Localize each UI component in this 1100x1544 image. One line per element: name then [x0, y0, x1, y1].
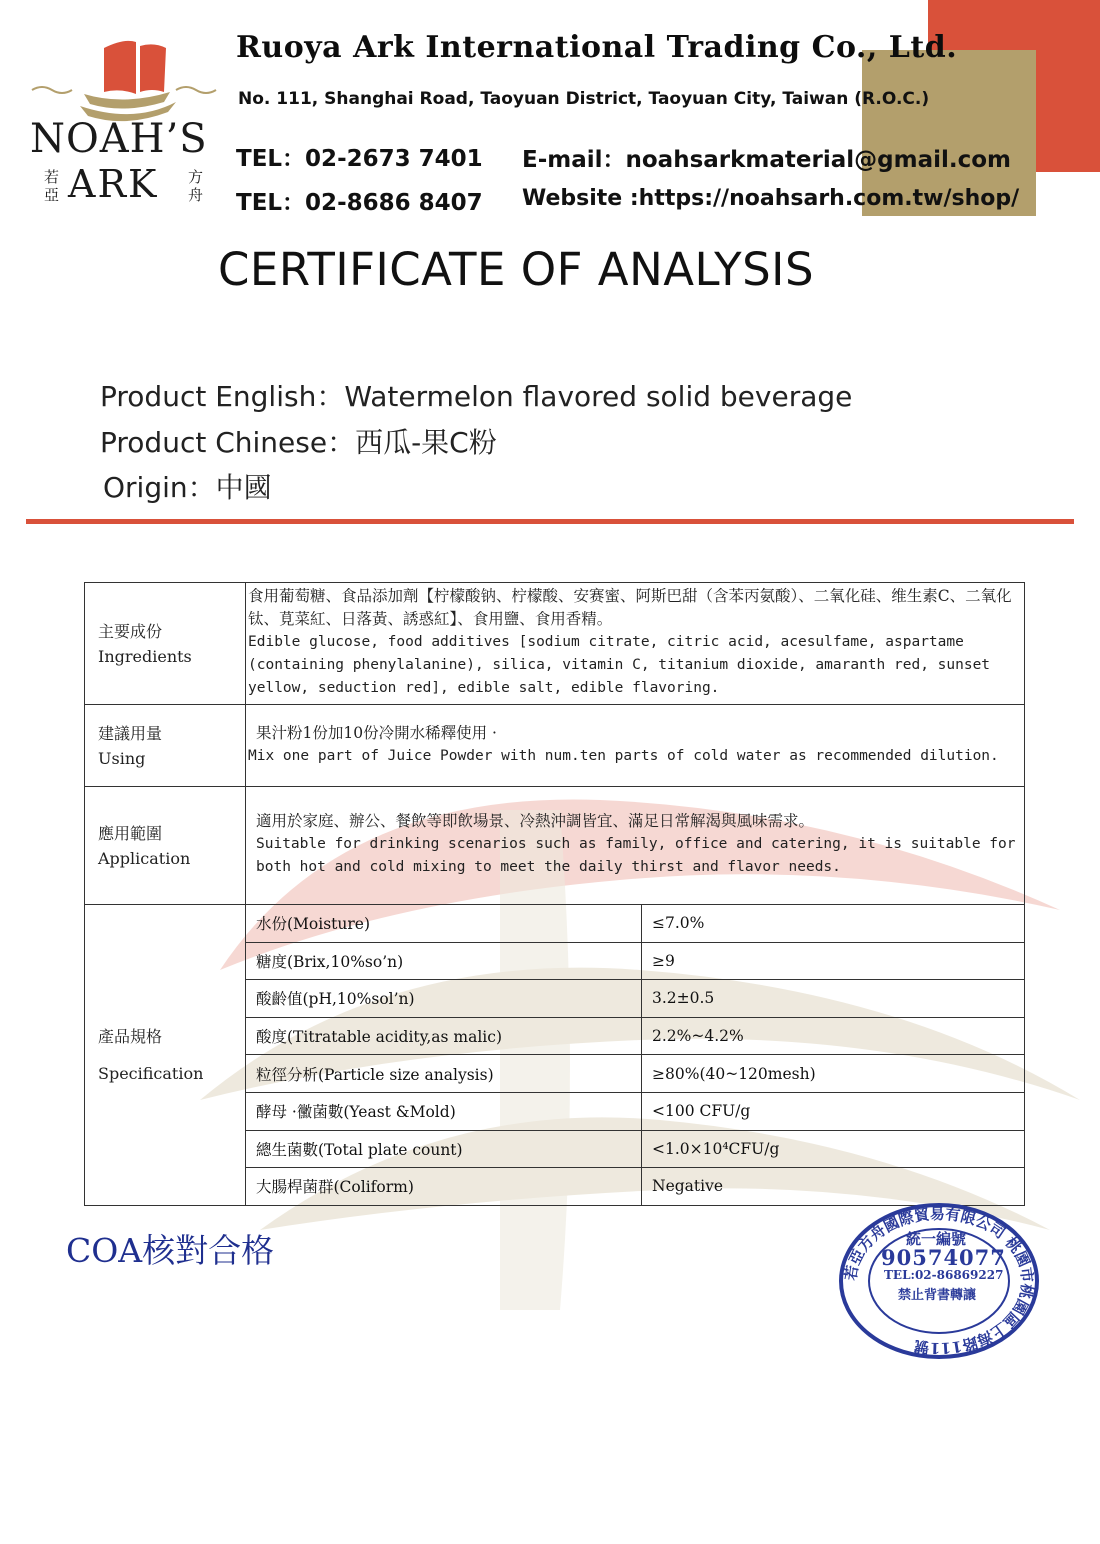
logo-cn-right: 方舟	[188, 168, 204, 204]
logo-cn-left: 若亞	[44, 168, 60, 204]
application-text-en: Suitable for drinking scenarios such as family, office and catering, it is suitable for both hot and cold mixing to meet the daily thirst and flavor needs.	[256, 836, 1016, 875]
spec-row	[85, 905, 1025, 943]
spec-value: <1.0×10⁴CFU/g	[642, 1130, 1025, 1168]
using-label-cn: 建議用量	[98, 723, 163, 743]
ingredients-text-en: Edible glucose, food additives [sodium citrate, citric acid, acesulfame, aspartame (containing phenylalanine), silica, vitamin C, titanium dioxide, amaranth red, sunset yellow, seduction red], edible salt, edible flavoring.	[248, 634, 991, 696]
application-row	[85, 787, 1025, 905]
specification-label	[85, 905, 246, 1206]
using-label	[85, 705, 246, 787]
spec-value: ≥9	[642, 942, 1025, 980]
application-label-cn: 應用範圍	[98, 823, 163, 843]
product-origin: Origin：中國	[103, 471, 272, 504]
website-url: Website :https://noahsarh.com.tw/shop/	[522, 186, 1020, 211]
application-content	[246, 787, 1025, 905]
spec-name: 酵母 ·黴菌數(Yeast &Mold)	[246, 1092, 642, 1130]
ingredients-label-cn: 主要成份	[98, 621, 163, 641]
spec-name: 總生菌數(Total plate count)	[246, 1130, 642, 1168]
using-content	[246, 705, 1025, 787]
document-title: CERTIFICATE OF ANALYSIS	[218, 243, 815, 296]
spec-value: Negative	[642, 1168, 1025, 1206]
seal-line-2: 90574077	[881, 1245, 1006, 1270]
header-divider	[26, 519, 1074, 524]
using-text-cn: 果汁粉1份加10份冷開水稀釋使用 ·	[256, 723, 497, 742]
application-text-cn: 適用於家庭、辦公、餐飲等即飲場景、冷熱沖調皆宜、滿足日常解渴與風味需求。	[256, 812, 815, 830]
spec-name: 酸度(Titratable acidity,as malic)	[246, 1017, 642, 1055]
product-english-name: Product English：Watermelon flavored solid beverage	[100, 380, 853, 413]
telephone-1: TEL：02-2673 7401	[236, 146, 483, 172]
application-label-en: Application	[98, 848, 191, 868]
ingredients-label-en: Ingredients	[98, 646, 192, 666]
logo-name-bottom: ARK	[68, 162, 159, 206]
spec-name: 大腸桿菌群(Coliform)	[246, 1168, 642, 1206]
analysis-table	[84, 582, 1025, 1206]
company-address: No. 111, Shanghai Road, Taoyuan District, Taoyuan City, Taiwan (R.O.C.)	[238, 89, 930, 109]
using-text-en: Mix one part of Juice Powder with num.ten parts of cold water as recommended dilution.	[248, 747, 999, 764]
logo-name-top: NOAH’S	[30, 116, 208, 162]
approval-note: COA核對合格	[66, 1231, 275, 1270]
using-label-en: Using	[98, 748, 146, 768]
ingredients-row	[85, 583, 1025, 705]
product-chinese-name: Product Chinese：西瓜-果C粉	[100, 426, 497, 459]
telephone-2: TEL：02-8686 8407	[236, 190, 483, 216]
seal-line-3: TEL:02-86869227	[884, 1268, 1004, 1282]
using-row	[85, 705, 1025, 787]
application-label	[85, 787, 246, 905]
specification-label-cn: 產品規格	[98, 1026, 163, 1046]
company-name: Ruoya Ark International Trading Co., Ltd.	[236, 30, 958, 65]
ingredients-label	[85, 583, 246, 705]
ingredients-text-cn: 食用葡萄糖、食品添加劑【柠檬酸钠、柠檬酸、安赛蜜、阿斯巴甜（含苯丙氨酸）、二氧化硅、维生素C、二氧化钛、莧菜紅、日落黃、誘惑紅】、食用鹽、食用香精。	[248, 587, 1012, 628]
seal-line-1: 統一編號	[906, 1230, 967, 1248]
spec-value: ≥80%(40~120mesh)	[642, 1055, 1025, 1093]
spec-name: 粒徑分析(Particle size analysis)	[246, 1055, 642, 1093]
specification-label-en: Specification	[98, 1063, 204, 1083]
ingredients-content	[246, 583, 1025, 705]
spec-value: 2.2%~4.2%	[642, 1017, 1025, 1055]
spec-name: 糖度(Brix,10%so’n)	[246, 942, 642, 980]
seal-line-4: 禁止背書轉讓	[898, 1288, 977, 1303]
spec-value: ≤7.0%	[642, 905, 1025, 943]
spec-value: <100 CFU/g	[642, 1092, 1025, 1130]
spec-name: 酸齡值(pH,10%sol’n)	[246, 980, 642, 1018]
email-address: E-mail：noahsarkmaterial@gmail.com	[522, 147, 1011, 173]
seal-ring-text: 若亞方舟國際貿易有限公司 桃園市桃園區上海路111號	[841, 1204, 1037, 1358]
spec-name: 水份(Moisture)	[246, 905, 642, 943]
spec-value: 3.2±0.5	[642, 980, 1025, 1018]
